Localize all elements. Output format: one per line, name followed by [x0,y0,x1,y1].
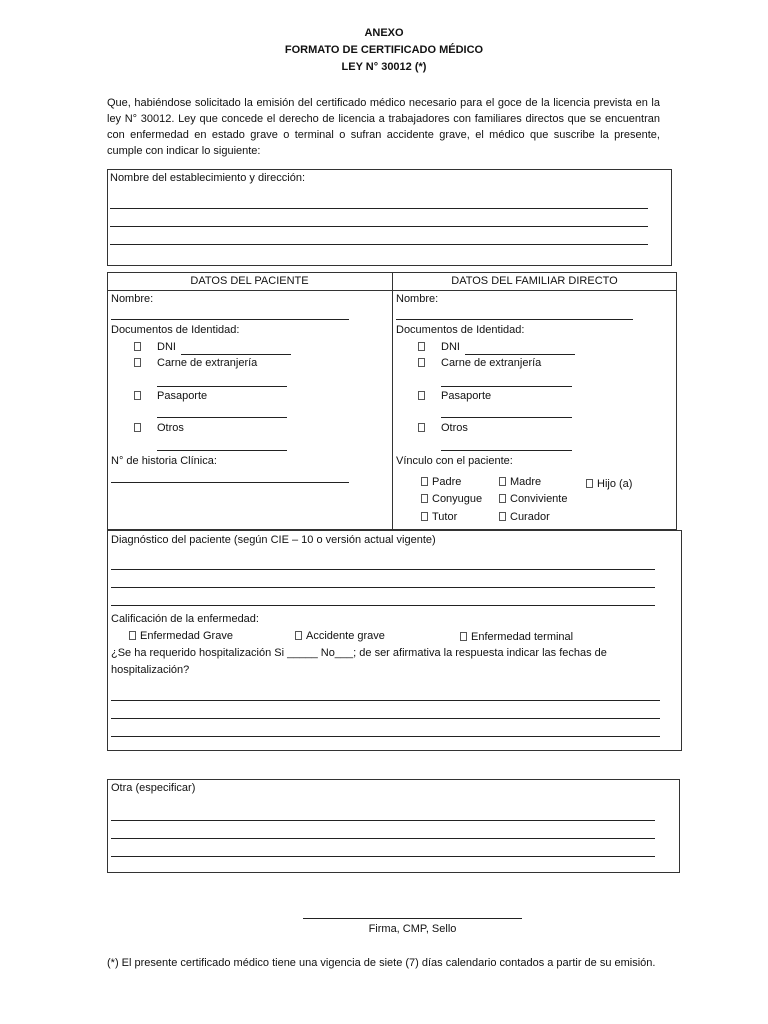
family-otros-option[interactable] [418,422,429,434]
patient-name-label: Nombre: [111,293,154,305]
family-carne-input[interactable] [441,386,572,387]
hospitalization-line-3[interactable] [111,736,660,737]
patient-history-label: N° de historia Clínica: [111,455,217,467]
relation-curador-checkbox[interactable] [499,512,506,521]
relation-conyugue-checkbox[interactable] [421,494,428,503]
footer-note: (*) El presente certificado médico tiene una vigencia de siete (7) días calendario contados a partir de su emisión. [107,957,656,969]
family-docs-label: Documentos de Identidad: [396,324,525,336]
diagnosis-line-2[interactable] [111,587,655,588]
patient-pasaporte-option[interactable] [134,390,145,402]
family-dni-option[interactable] [418,341,429,353]
family-otros-checkbox[interactable] [418,423,425,432]
qual-accidente-checkbox[interactable] [295,631,302,640]
table-header-rule [107,290,677,291]
relation-hijo-checkbox[interactable] [586,479,593,488]
establishment-line-1[interactable] [110,208,648,209]
qual-terminal-label: Enfermedad terminal [471,631,574,643]
qualification-label: Calificación de la enfermedad: [111,613,259,625]
title-law: LEY N° 30012 (*) [341,61,427,73]
other-label: Otra (especificar) [111,782,196,794]
patient-pasaporte-checkbox[interactable] [134,391,141,400]
relation-conviviente-option[interactable] [499,493,567,505]
relation-curador-label: Curador [510,511,550,523]
patient-header: DATOS DEL PACIENTE [190,275,309,287]
patient-name-input[interactable] [111,319,349,320]
relation-conviviente-label: Conviviente [510,493,568,505]
patient-dni-label: DNI [157,341,176,353]
qual-grave-checkbox[interactable] [129,631,136,640]
qual-grave-option[interactable] [129,630,233,642]
relation-padre-checkbox[interactable] [421,477,428,486]
patient-history-input[interactable] [111,482,349,483]
relation-conyugue-option[interactable] [421,493,482,505]
family-otros-label: Otros [441,422,468,434]
qual-terminal-option[interactable] [460,631,573,643]
qual-accidente-label: Accidente grave [306,630,385,642]
diagnosis-label: Diagnóstico del paciente (según CIE – 10 o versión actual vigente) [111,534,436,546]
qual-grave-label: Enfermedad Grave [140,630,233,642]
patient-dni-input[interactable] [181,354,291,355]
family-pasaporte-input[interactable] [441,417,572,418]
other-line-3[interactable] [111,856,655,857]
patient-docs-label: Documentos de Identidad: [111,324,240,336]
signature-line[interactable] [303,918,522,919]
establishment-label[interactable]: Nombre del establecimiento y dirección: [110,172,306,184]
patient-otros-option[interactable] [134,422,145,434]
establishment-line-2[interactable] [110,226,648,227]
patient-pasaporte-label: Pasaporte [157,390,208,402]
hospitalization-question-2: hospitalización? [111,664,190,676]
diagnosis-line-3[interactable] [111,605,655,606]
family-carne-option[interactable] [418,357,429,369]
other-line-2[interactable] [111,838,655,839]
relation-conviviente-checkbox[interactable] [499,494,506,503]
hospitalization-question[interactable]: ¿Se ha requerido hospitalización Si _____ No___; de ser afirmativa la respuesta indicar las fechas de [111,647,607,659]
relation-tutor-checkbox[interactable] [421,512,428,521]
other-line-1[interactable] [111,820,655,821]
patient-carne-option[interactable] [134,357,145,369]
relation-hijo-label: Hijo (a) [597,478,633,490]
family-pasaporte-label: Pasaporte [441,390,492,402]
hospitalization-line-2[interactable] [111,718,660,719]
qual-terminal-checkbox[interactable] [460,632,467,641]
relation-madre-label: Madre [510,476,542,488]
patient-carne-checkbox[interactable] [134,358,141,367]
title-format: FORMATO DE CERTIFICADO MÉDICO [284,44,484,56]
patient-carne-input[interactable] [157,386,287,387]
family-relation-label: Vínculo con el paciente: [396,455,513,467]
patient-otros-input[interactable] [157,450,287,451]
family-header: DATOS DEL FAMILIAR DIRECTO [451,275,618,287]
family-pasaporte-checkbox[interactable] [418,391,425,400]
family-dni-checkbox[interactable] [418,342,425,351]
intro-paragraph: Que, habiéndose solicitado la emisión del certificado médico necesario para el goce de la licencia prevista en la ley N° 30012. Ley que concede el derecho de licencia a trabajadores con familiares directos que se encuentran con enfermedad en estado grave o terminal o sufran accidente grave, el médico que suscribe la presente, cumple con indicar lo siguiente: [107,97,660,157]
establishment-line-3[interactable] [110,244,648,245]
patient-otros-checkbox[interactable] [134,423,141,432]
family-name-label: Nombre: [396,293,439,305]
hospitalization-line-1[interactable] [111,700,660,701]
family-dni-input[interactable] [465,354,575,355]
patient-dni-checkbox[interactable] [134,342,141,351]
relation-tutor-label: Tutor [432,511,458,523]
family-pasaporte-option[interactable] [418,390,429,402]
relation-curador-option[interactable] [499,511,550,523]
table-divider [392,272,393,530]
relation-padre-option[interactable] [421,476,461,488]
signature-label: Firma, CMP, Sello [368,923,457,935]
qual-accidente-option[interactable] [295,630,385,642]
family-otros-input[interactable] [441,450,572,451]
patient-otros-label: Otros [157,422,184,434]
family-carne-checkbox[interactable] [418,358,425,367]
relation-padre-label: Padre [432,476,462,488]
relation-hijo-option[interactable] [586,478,632,490]
relation-madre-option[interactable] [499,476,541,488]
patient-dni-option[interactable] [134,341,145,353]
family-carne-label: Carne de extranjería [441,357,542,369]
relation-conyugue-label: Conyugue [432,493,483,505]
family-name-input[interactable] [396,319,633,320]
relation-madre-checkbox[interactable] [499,477,506,486]
patient-carne-label: Carne de extranjería [157,357,258,369]
diagnosis-line-1[interactable] [111,569,655,570]
title-anexo: ANEXO [364,27,404,39]
family-dni-label: DNI [441,341,460,353]
patient-pasaporte-input[interactable] [157,417,287,418]
relation-tutor-option[interactable] [421,511,457,523]
